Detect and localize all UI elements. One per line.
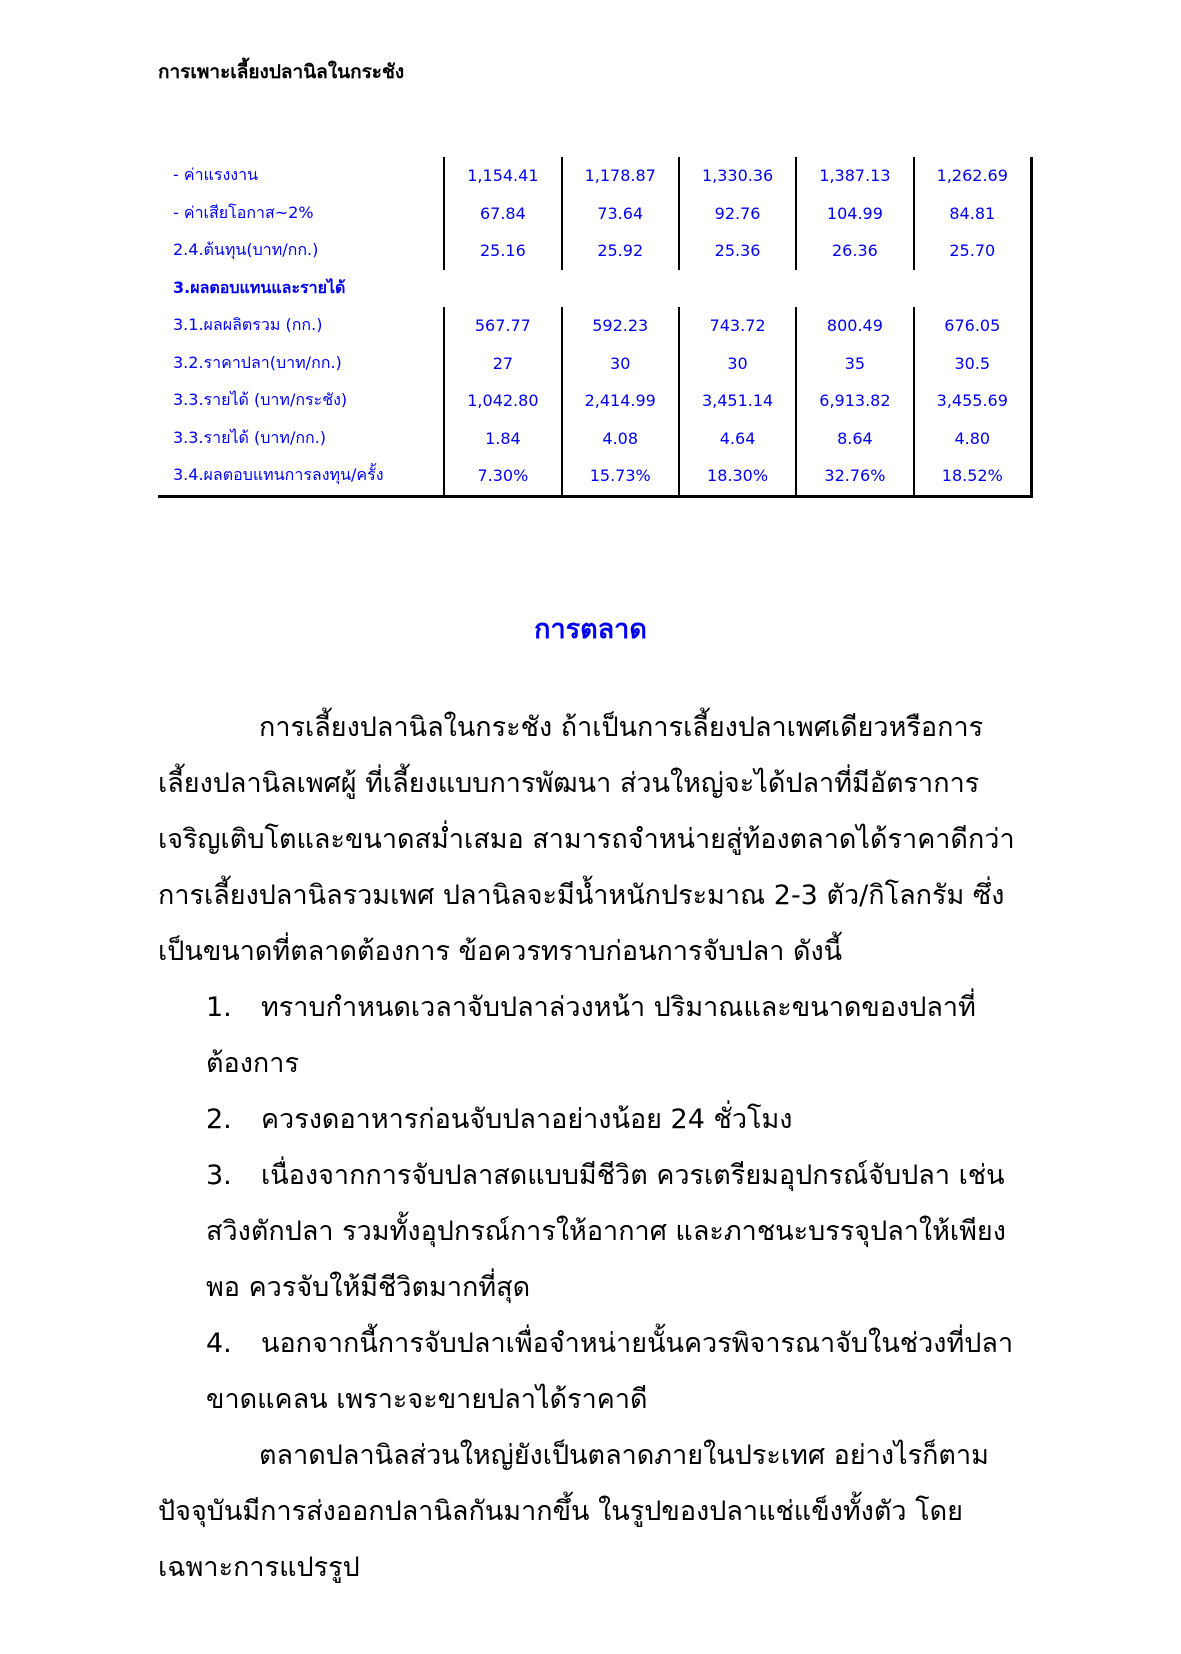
row-label: 3.3.รายได้ (บาท/กระชัง) xyxy=(173,390,348,410)
table-cell: 800.49 xyxy=(796,307,913,345)
row-label: - ค่าแรงงาน xyxy=(173,165,258,185)
list-item-text: ควรงดอาหารก่อนจับปลาอย่างน้อย 24 ชั่วโมง xyxy=(261,1104,793,1135)
cost-revenue-table xyxy=(158,157,1033,498)
table-row xyxy=(158,195,1032,233)
table-row xyxy=(158,270,1032,308)
table-cell: 30 xyxy=(679,345,796,383)
table-cell: 25.16 xyxy=(444,232,561,270)
list-item-number: 2. xyxy=(206,1104,232,1135)
table-cell: 6,913.82 xyxy=(796,382,913,420)
table-cell: 1.84 xyxy=(444,420,561,458)
table-cell: 1,387.13 xyxy=(796,157,913,195)
table-cell: 1,262.69 xyxy=(914,157,1032,195)
table-cell: 35 xyxy=(796,345,913,383)
table-cell: 1,330.36 xyxy=(679,157,796,195)
table-cell: 25.36 xyxy=(679,232,796,270)
table-cell xyxy=(914,270,1032,308)
table-row xyxy=(158,157,1032,195)
table-cell: 15.73% xyxy=(562,457,679,496)
row-label: - ค่าเสียโอกาส~2% xyxy=(173,202,314,222)
table-cell: 4.80 xyxy=(914,420,1032,458)
table-cell: 743.72 xyxy=(679,307,796,345)
table-cell: 8.64 xyxy=(796,420,913,458)
table-cell: 1,178.87 xyxy=(562,157,679,195)
paragraph-market: ตลาดปลานิลส่วนใหญ่ยังเป็นตลาดภายในประเทศ อย่างไรก็ตามปัจจุบันมีการส่งออกปลานิลกันมากขึ้น ในรูปของปลาแช่แข็งทั้งตัว โดยเฉพาะการแปรรูป xyxy=(158,1440,989,1583)
table-cell: 4.64 xyxy=(679,420,796,458)
table-row xyxy=(158,345,1032,383)
list-item-text: เนื่องจากการจับปลาสดแบบมีชีวิต ควรเตรียมอุปกรณ์จับปลา เช่น สวิงตักปลา รวมทั้งอุปกรณ์การให้อากาศ และภาชนะบรรจุปลาให้เพียงพอ ควรจับให้มีชีวิตมากที่สุด xyxy=(206,1160,1006,1303)
table-cell xyxy=(796,270,913,308)
table-cell xyxy=(562,270,679,308)
table-cell: 567.77 xyxy=(444,307,561,345)
table-cell: 676.05 xyxy=(914,307,1032,345)
list-item xyxy=(158,980,1033,1092)
list-item-number: 4. xyxy=(206,1328,232,1359)
table-cell: 25.70 xyxy=(914,232,1032,270)
table-cell: 73.64 xyxy=(562,195,679,233)
list-item-text: นอกจากนี้การจับปลาเพื่อจำหน่ายนั้นควรพิจารณาจับในช่วงที่ปลาขาดแคลน เพราะจะขายปลาได้ราคาดี xyxy=(206,1328,1014,1415)
table-cell: 32.76% xyxy=(796,457,913,496)
table-cell: 1,042.80 xyxy=(444,382,561,420)
page-header: การเพาะเลี้ยงปลานิลในกระชัง xyxy=(158,61,405,83)
table-cell: 30 xyxy=(562,345,679,383)
table-cell: 18.52% xyxy=(914,457,1032,496)
table-cell: 84.81 xyxy=(914,195,1032,233)
table-cell: 4.08 xyxy=(562,420,679,458)
table-row xyxy=(158,457,1032,496)
body-text xyxy=(158,700,1033,1596)
table-cell xyxy=(679,270,796,308)
table-cell: 1,154.41 xyxy=(444,157,561,195)
table-row xyxy=(158,232,1032,270)
table-cell: 30.5 xyxy=(914,345,1032,383)
table-cell: 104.99 xyxy=(796,195,913,233)
row-label: 3.4.ผลตอบแทนการลงทุน/ครั้ง xyxy=(158,457,444,496)
list-item xyxy=(158,1316,1033,1428)
row-label: 3.ผลตอบแทนและรายได้ xyxy=(173,277,346,297)
list-item-number: 1. xyxy=(206,992,232,1023)
row-label: 2.4.ต้นทุน(บาท/กก.) xyxy=(173,240,319,260)
table-cell: 67.84 xyxy=(444,195,561,233)
row-label: 3.2.ราคาปลา(บาท/กก.) xyxy=(173,352,342,372)
table-cell: 18.30% xyxy=(679,457,796,496)
table-cell: 92.76 xyxy=(679,195,796,233)
table-row xyxy=(158,420,1032,458)
list-item xyxy=(158,1148,1033,1316)
paragraph-intro: การเลี้ยงปลานิลในกระชัง ถ้าเป็นการเลี้ยงปลาเพศเดียวหรือการเลี้ยงปลานิลเพศผู้ ที่เลี้ยงแบบการพัฒนา ส่วนใหญ่จะได้ปลาที่มีอัตราการเจริญเติบโตและขนาดสม่ำเสมอ สามารถจำหน่ายสู่ท้องตลาดได้ราคาดีกว่าการเลี้ยงปลานิลรวมเพศ ปลานิลจะมีน้ำหนักประมาณ 2-3 ตัว/กิโลกรัม ซึ่งเป็นขนาดที่ตลาดต้องการ ข้อควรทราบก่อนการจับปลา ดังนี้ xyxy=(158,712,1015,967)
table-cell xyxy=(444,270,561,308)
row-label: 3.3.รายได้ (บาท/กก.) xyxy=(173,427,327,447)
table-cell: 27 xyxy=(444,345,561,383)
table-cell: 3,455.69 xyxy=(914,382,1032,420)
list-item xyxy=(158,1092,1033,1148)
table-cell: 592.23 xyxy=(562,307,679,345)
list-item-number: 3. xyxy=(206,1160,232,1191)
row-label: 3.1.ผลผลิตรวม (กก.) xyxy=(173,315,323,335)
table-cell: 2,414.99 xyxy=(562,382,679,420)
table-cell: 26.36 xyxy=(796,232,913,270)
list-item-text: ทราบกำหนดเวลาจับปลาล่วงหน้า ปริมาณและขนาดของปลาที่ต้องการ xyxy=(206,992,976,1079)
table-cell: 7.30% xyxy=(444,457,561,496)
table-cell: 25.92 xyxy=(562,232,679,270)
section-title: การตลาด xyxy=(534,614,647,645)
table-cell: 3,451.14 xyxy=(679,382,796,420)
table-row xyxy=(158,307,1032,345)
table-row xyxy=(158,382,1032,420)
